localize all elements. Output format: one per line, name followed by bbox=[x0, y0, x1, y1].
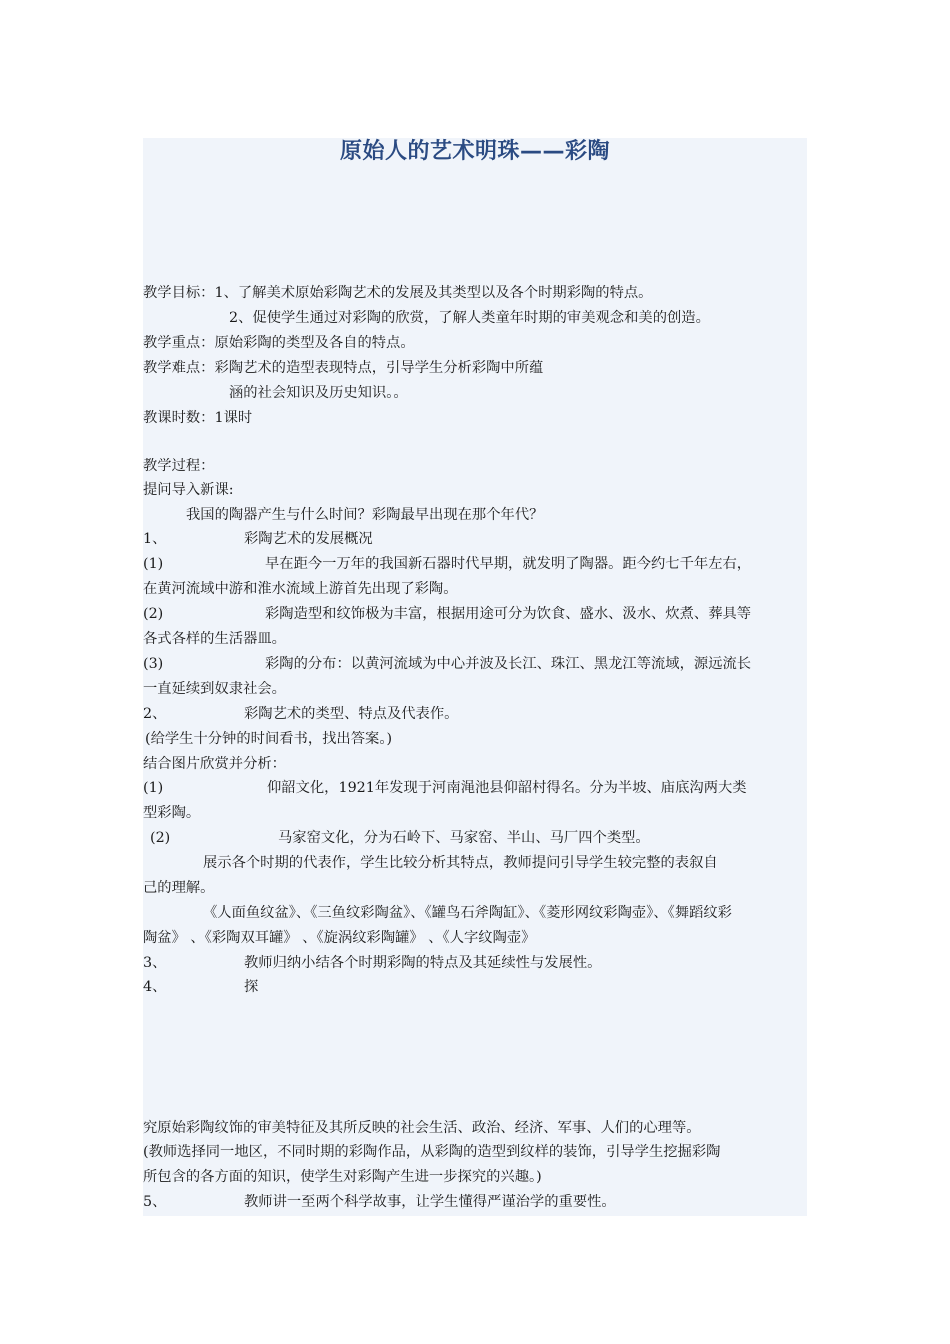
goals-label: 教学目标： bbox=[143, 285, 215, 301]
hours-label: 教课时数： bbox=[143, 410, 215, 426]
difficulty-text-2: 涵的社会知识及历史知识。。 bbox=[229, 385, 408, 401]
section-4-title-cont: 究原始彩陶纹饰的审美特征及其所反映的社会生活、政治、经济、军事、人们的心理等。 bbox=[143, 1120, 701, 1136]
section-1-title: 彩陶艺术的发展概况 bbox=[244, 531, 373, 547]
document-title: 原始人的艺术明珠——彩陶 bbox=[339, 139, 610, 164]
goals-item-1: 1、了解美术原始彩陶艺术的发展及其类型以及各个时期彩陶的特点。 bbox=[214, 285, 653, 301]
section-2-analysis: 结合图片欣赏并分析： bbox=[143, 756, 286, 772]
s1-3-num: (3) bbox=[143, 656, 164, 672]
section-2-title: 彩陶艺术的类型、特点及代表作。 bbox=[244, 706, 459, 722]
goals-line-1 bbox=[143, 283, 652, 303]
s4-note-line-2: 所包含的各方面的知识，使学生对彩陶产生进一步探究的兴趣。) bbox=[143, 1169, 542, 1185]
s1-1-line-2: 在黄河流域中游和淮水流域上游首先出现了彩陶。 bbox=[143, 581, 458, 597]
section-3-title: 教师归纳小结各个时期彩陶的特点及其延续性与发展性。 bbox=[244, 955, 602, 971]
section-5-num: 5、 bbox=[143, 1194, 167, 1210]
s1-2-num: (2) bbox=[143, 606, 164, 622]
s2-1-line-1: 仰韶文化，1921年发现于河南渑池县仰韶村得名。分为半坡、庙底沟两大类 bbox=[267, 780, 747, 796]
s2-1-line-2: 型彩陶。 bbox=[143, 805, 201, 821]
hours-text: 1课时 bbox=[214, 410, 253, 426]
process-label: 教学过程： bbox=[143, 458, 215, 474]
s4-note-line-1: (教师选择同一地区，不同时期的彩陶作品，从彩陶的造型到纹样的装饰，引导学生挖掘彩陶 bbox=[143, 1144, 721, 1160]
focus-text: 原始彩陶的类型及各自的特点。 bbox=[214, 335, 415, 351]
section-4-title-start: 探 bbox=[244, 979, 259, 995]
difficulty-line-1 bbox=[143, 358, 543, 378]
focus-label: 教学重点： bbox=[143, 335, 215, 351]
s1-1-line-1: 早在距今一万年的我国新石器时代早期，就发明了陶器。距今约七千年左右， bbox=[265, 556, 752, 572]
section-2-num: 2、 bbox=[143, 706, 167, 722]
goals-item-2: 2、促使学生通过对彩陶的欣赏，了解人类童年时期的审美观念和美的创造。 bbox=[229, 310, 710, 326]
hours-line bbox=[143, 408, 252, 428]
difficulty-text-1: 彩陶艺术的造型表现特点，引导学生分析彩陶中所蕴 bbox=[214, 360, 544, 376]
s2-works-line-1: 《人面鱼纹盆》、《三鱼纹彩陶盆》、《罐鸟石斧陶缸》、《菱形网纹彩陶壶》、《舞蹈纹彩 bbox=[203, 905, 732, 921]
intro-label: 提问导入新课: bbox=[143, 482, 234, 498]
s2-display-line-2: 己的理解。 bbox=[143, 880, 215, 896]
s2-2-line-1: 马家窑文化，分为石岭下、马家窑、半山、马厂四个类型。 bbox=[278, 830, 650, 846]
section-3-num: 3、 bbox=[143, 955, 167, 971]
s2-works-line-2: 陶盆》 、《彩陶双耳罐》 、《旋涡纹彩陶罐》 、《人字纹陶壶》 bbox=[143, 930, 536, 946]
s1-2-line-2: 各式各样的生活器皿。 bbox=[143, 631, 286, 647]
focus-line bbox=[143, 333, 415, 353]
difficulty-label: 教学难点： bbox=[143, 360, 215, 376]
section-4-num: 4、 bbox=[143, 979, 167, 995]
s1-3-line-1: 彩陶的分布：以黄河流域为中心并波及长江、珠江、黑龙江等流域，源远流长 bbox=[265, 656, 752, 672]
s2-1-num: (1) bbox=[143, 780, 164, 796]
s1-1-num: (1) bbox=[143, 556, 164, 572]
s2-display-line-1: 展示各个时期的代表作，学生比较分析其特点，教师提问引导学生较完整的表叙自 bbox=[203, 855, 718, 871]
s2-2-num: (2) bbox=[150, 830, 171, 846]
section-1-num: 1、 bbox=[143, 531, 167, 547]
section-2-note: (给学生十分钟的时间看书，找出答案。) bbox=[145, 731, 393, 747]
s1-2-line-1: 彩陶造型和纹饰极为丰富，根据用途可分为饮食、盛水、汲水、炊煮、葬具等 bbox=[265, 606, 752, 622]
s1-3-line-2: 一直延续到奴隶社会。 bbox=[143, 681, 286, 697]
intro-question: 我国的陶器产生与什么时间？彩陶最早出现在那个年代？ bbox=[186, 507, 544, 523]
section-5-title: 教师讲一至两个科学故事，让学生懂得严谨治学的重要性。 bbox=[244, 1194, 616, 1210]
